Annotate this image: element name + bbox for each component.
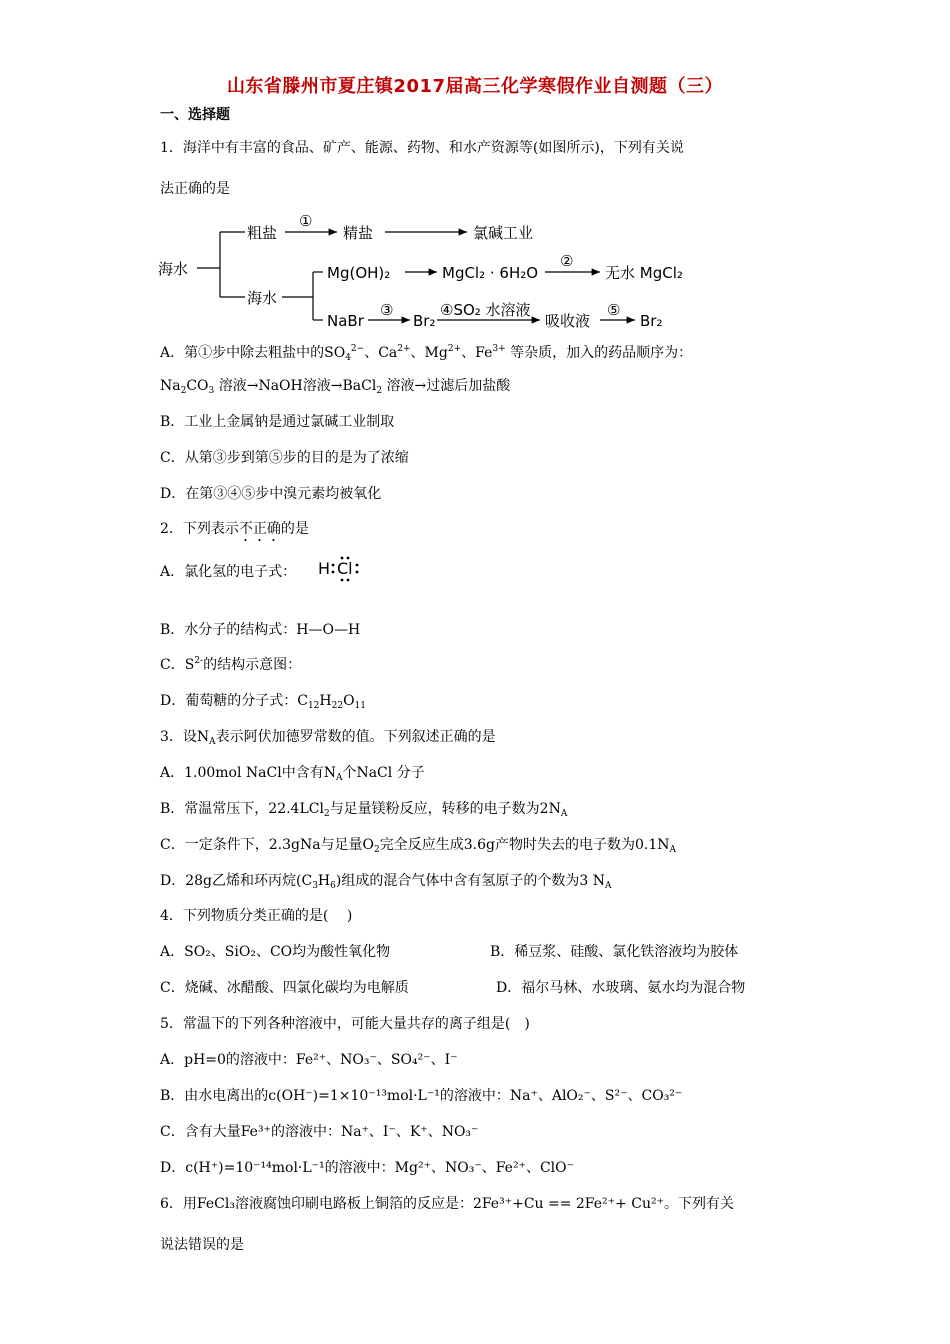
q2-option-a: A．氯化氢的电子式：: [160, 564, 297, 580]
flow-br2-final: Br₂: [640, 312, 663, 330]
q3-option-d: D．28g乙烯和环丙烷$(C_3H_6)$组成的混合气体中含有氢原子的个数为3 $N_A$: [160, 873, 612, 891]
q5-option-a: A．pH=0的溶液中：Fe²⁺、NO₃⁻、SO₄²⁻、I⁻: [160, 1052, 458, 1068]
q6-stem-line2: 说法错误的是: [160, 1237, 244, 1253]
hcl-lewis-structure: [316, 554, 376, 584]
q1-stem-line1: 1．海洋中有丰富的食品、矿产、能源、药物、和水产资源等(如图所示)，下列有关说: [160, 140, 684, 156]
q4-stem: 4．下列物质分类正确的是( ): [160, 908, 353, 924]
q4-options-row1: [160, 943, 810, 961]
q3-option-a: A．1.00mol NaCl中含有$N_A$个NaCl 分子: [160, 765, 425, 783]
q2-option-d: D．葡萄糖的分子式：$C_{12}H_{22}O_{11}$: [160, 693, 366, 711]
q4-option-b: B．稀豆浆、硅酸、氯化铁溶液均为胶体: [490, 944, 739, 960]
q1-option-d: D．在第③④⑤步中溴元素均被氧化: [160, 486, 382, 502]
q4-option-a: A．SO₂、SiO₂、CO均为酸性氧化物: [160, 944, 391, 960]
flow-crude-salt: 粗盐: [247, 224, 278, 242]
seawater-flow-diagram: [155, 205, 715, 335]
flow-chlor-alkali: 氯碱工业: [473, 224, 534, 242]
flow-mgoh2: Mg(OH)₂: [327, 264, 391, 282]
q3-stem: 3．设$N_A$表示阿伏加德罗常数的值。下列叙述正确的是: [160, 729, 496, 747]
q5-option-c: C．含有大量Fe³⁺的溶液中：Na⁺、I⁻、K⁺、NO₃⁻: [160, 1124, 479, 1140]
q1-option-a-line1: A．第①步中除去粗盐中的$SO_4^{2-}$、$Ca^{2+}$、$Mg^{2+}$、$Fe^{3+}$ 等杂质，加入的药品顺序为：: [160, 344, 693, 363]
flow-nabr: NaBr: [327, 312, 364, 330]
flow-absorbent: 吸收液: [545, 312, 591, 330]
q5-option-b: B．由水电离出的c(OH⁻)=1×10⁻¹³mol·L⁻¹的溶液中：Na⁺、AlO₂⁻、S²⁻、CO₃²⁻: [160, 1088, 683, 1104]
q2-option-b: B．水分子的结构式：H—O—H: [160, 622, 361, 638]
svg-text:H: H: [318, 559, 331, 578]
q1-option-a-line2: $Na_2CO_3$ 溶液→NaOH溶液→BaCl$_2$ 溶液→过滤后加盐酸: [160, 378, 511, 396]
q4-option-d: D．福尔马林、水玻璃、氨水均为混合物: [496, 980, 746, 996]
q1-stem-line2: 法正确的是: [160, 181, 230, 197]
flow-seawater2: 海水: [247, 289, 278, 307]
flow-br2: Br₂: [413, 312, 436, 330]
flow-step3: ③: [380, 301, 394, 319]
flow-anhydrous-mgcl2: 无水 MgCl₂: [605, 264, 683, 282]
q3-option-b: B．常温常压下，22.4LCl$_2$与足量镁粉反应，转移的电子数为$2N_A$: [160, 801, 568, 819]
flow-seawater: 海水: [158, 260, 189, 278]
q3-option-c: C．一定条件下，2.3gNa与足量$O_2$完全反应生成3.6g产物时失去的电子数为$0.1N_A$: [160, 837, 676, 855]
q1-option-b: B．工业上金属钠是通过氯碱工业制取: [160, 414, 395, 430]
flow-step1: ①: [299, 212, 313, 230]
flow-step4: ④SO₂ 水溶液: [440, 301, 531, 319]
q4-options-row2: [160, 979, 810, 997]
q4-option-c: C．烧碱、冰醋酸、四氯化碳均为电解质: [160, 980, 409, 996]
q1-option-c: C．从第③步到第⑤步的目的是为了浓缩: [160, 450, 409, 466]
q5-option-d: D．c(H⁺)=10⁻¹⁴mol·L⁻¹的溶液中：Mg²⁺、NO₃⁻、Fe²⁺、ClO⁻: [160, 1160, 574, 1176]
q5-stem: 5．常温下的下列各种溶液中，可能大量共存的离子组是( ): [160, 1016, 530, 1032]
q2-option-c: C．$S^{2-}$的结构示意图：: [160, 656, 302, 673]
flow-refined-salt: 精盐: [343, 224, 374, 242]
section-heading: 一、选择题: [160, 107, 230, 123]
svg-text:Cl: Cl: [337, 559, 353, 578]
flow-mgcl2-hydrate: MgCl₂ · 6H₂O: [442, 264, 539, 282]
page-title: 山东省滕州市夏庄镇2017届高三化学寒假作业自测题（三）: [226, 76, 724, 97]
q2-stem: 2．下列表示不正确的是: [160, 521, 309, 537]
flow-step2: ②: [560, 252, 574, 270]
flow-step5: ⑤: [607, 301, 621, 319]
q6-stem-line1: 6．用FeCl₃溶液腐蚀印刷电路板上铜箔的反应是：2Fe³⁺+Cu == 2Fe²⁺+ Cu²⁺。下列有关: [160, 1196, 734, 1212]
